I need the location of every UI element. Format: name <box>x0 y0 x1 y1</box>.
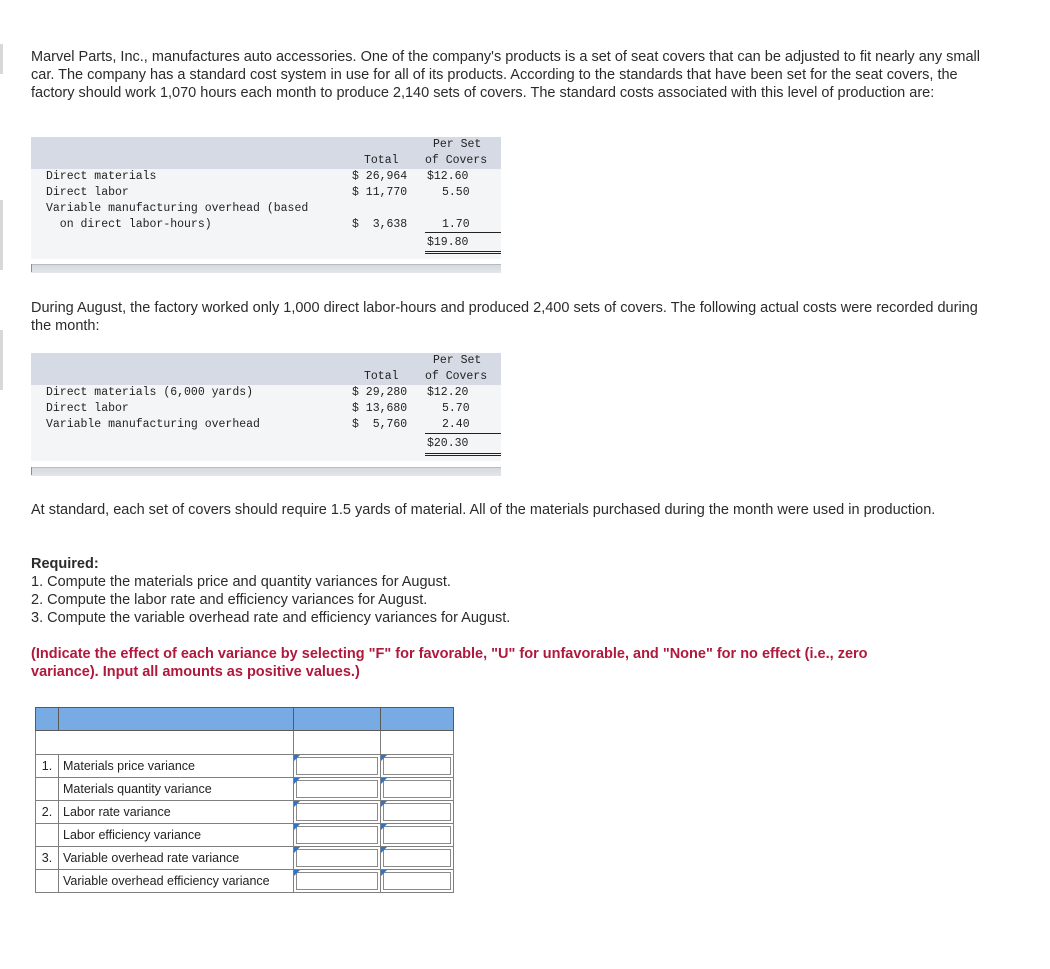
amount-input-box[interactable] <box>296 757 378 775</box>
input-flag-icon <box>294 778 300 784</box>
amount-input-box[interactable] <box>296 803 378 821</box>
row-per-set: 5.70 <box>442 402 470 415</box>
spacer-cell <box>381 731 454 755</box>
amount-input-box[interactable] <box>296 849 378 867</box>
effect-select-box[interactable] <box>383 803 451 821</box>
spacer-cell <box>294 731 381 755</box>
effect-select[interactable] <box>381 870 454 893</box>
input-flag-icon <box>294 847 300 853</box>
answer-row <box>36 778 454 801</box>
input-flag-icon <box>381 801 387 807</box>
edge-marker <box>0 44 3 74</box>
input-flag-icon <box>294 870 300 876</box>
effect-select[interactable] <box>381 778 454 801</box>
row-label: Variable manufacturing overhead <box>46 418 260 431</box>
required-title: Required: <box>31 556 99 572</box>
input-flag-icon <box>294 801 300 807</box>
header-cell <box>294 708 381 731</box>
separator-tick <box>31 264 32 272</box>
effect-select-box[interactable] <box>383 849 451 867</box>
grand-total: $20.30 <box>427 437 469 450</box>
subtotal-underline <box>425 433 501 434</box>
edge-marker <box>0 200 3 270</box>
intro-paragraph: Marvel Parts, Inc., manufactures auto accessories. One of the company's products is a set of seat covers that can be adjusted to fit nearly any small car. The company has a standard cost system in use for all of its products. According to the standards that have been set for the seat covers, the factory should work 1,070 hours each month to produce 2,140 sets of covers. The standard costs associated with this level of production are: <box>31 49 980 101</box>
effect-select-box[interactable] <box>383 826 451 844</box>
required-item-1: 1. Compute the materials price and quantity variances for August. <box>31 574 451 590</box>
required-item-3: 3. Compute the variable overhead rate and efficiency variances for August. <box>31 610 511 626</box>
row-per-set: $12.20 <box>427 386 469 399</box>
spacer-row <box>36 731 454 755</box>
row-label: Variable manufacturing overhead (based <box>46 202 309 215</box>
effect-select-box[interactable] <box>383 757 451 775</box>
row-per-set: 1.70 <box>442 218 470 231</box>
separator-tick <box>31 467 32 475</box>
double-underline <box>425 453 501 454</box>
row-total: $ 29,280 <box>352 386 408 399</box>
row-label: Direct materials <box>46 170 157 183</box>
row-label: Labor rate variance <box>59 801 294 824</box>
table-separator <box>31 264 501 273</box>
input-flag-icon <box>381 824 387 830</box>
amount-input[interactable] <box>294 870 381 893</box>
spacer-cell <box>59 731 294 755</box>
header-cell <box>59 708 294 731</box>
double-underline <box>425 455 501 456</box>
effect-select[interactable] <box>381 847 454 870</box>
amount-input[interactable] <box>294 824 381 847</box>
effect-select[interactable] <box>381 755 454 778</box>
effect-select-box[interactable] <box>383 872 451 890</box>
row-label: Materials price variance <box>59 755 294 778</box>
header-cell <box>36 708 59 731</box>
answer-row <box>36 847 454 870</box>
row-label: Materials quantity variance <box>59 778 294 801</box>
row-per-set: 2.40 <box>442 418 470 431</box>
effect-select-box[interactable] <box>383 780 451 798</box>
per-set-header: Per Set <box>433 138 482 151</box>
per-set-header-2: of Covers <box>425 370 488 383</box>
total-header: Total <box>364 370 399 383</box>
per-set-header-2: of Covers <box>425 154 488 167</box>
header-cell <box>381 708 454 731</box>
effect-select[interactable] <box>381 801 454 824</box>
row-total: $ 13,680 <box>352 402 408 415</box>
row-label: Direct materials (6,000 yards) <box>46 386 254 399</box>
amount-input[interactable] <box>294 778 381 801</box>
answer-header-row <box>36 708 454 731</box>
row-total: $ 5,760 <box>352 418 408 431</box>
double-underline <box>425 251 501 252</box>
row-number <box>36 778 59 801</box>
row-number: 3. <box>36 847 59 870</box>
effect-select[interactable] <box>381 824 454 847</box>
edge-marker <box>0 330 3 390</box>
input-flag-icon <box>381 870 387 876</box>
answer-row <box>36 870 454 893</box>
amount-input[interactable] <box>294 847 381 870</box>
row-number: 2. <box>36 801 59 824</box>
amount-input[interactable] <box>294 755 381 778</box>
row-number <box>36 824 59 847</box>
row-label: Variable overhead efficiency variance <box>59 870 294 893</box>
instruction-text: (Indicate the effect of each variance by selecting "F" for favorable, "U" for unfavorable, and "None" for no effect (i.e., zero variance). Input all amounts as positive values.) <box>31 646 868 680</box>
row-label: Direct labor <box>46 186 129 199</box>
row-label: Variable overhead rate variance <box>59 847 294 870</box>
input-flag-icon <box>381 778 387 784</box>
answer-table <box>35 707 454 893</box>
input-flag-icon <box>294 755 300 761</box>
row-total: $ 26,964 <box>352 170 408 183</box>
row-total: $ 11,770 <box>352 186 408 199</box>
table-separator <box>31 467 501 476</box>
row-per-set: $12.60 <box>427 170 469 183</box>
august-paragraph: During August, the factory worked only 1,000 direct labor-hours and produced 2,400 sets of covers. The following actual costs were recorded during the month: <box>31 300 978 334</box>
row-number <box>36 870 59 893</box>
amount-input-box[interactable] <box>296 826 378 844</box>
answer-row <box>36 755 454 778</box>
row-total: $ 3,638 <box>352 218 408 231</box>
standard-cost-table <box>31 137 501 277</box>
row-label: Direct labor <box>46 402 129 415</box>
row-label: Labor efficiency variance <box>59 824 294 847</box>
answer-row <box>36 824 454 847</box>
per-set-header: Per Set <box>433 354 482 367</box>
row-number: 1. <box>36 755 59 778</box>
required-item-2: 2. Compute the labor rate and efficiency variances for August. <box>31 592 428 608</box>
double-underline <box>425 253 501 254</box>
grand-total: $19.80 <box>427 236 469 249</box>
spacer-cell <box>36 731 59 755</box>
row-label-continued: on direct labor-hours) <box>46 218 212 231</box>
total-header: Total <box>364 154 399 167</box>
amount-input[interactable] <box>294 801 381 824</box>
input-flag-icon <box>381 847 387 853</box>
standard-paragraph: At standard, each set of covers should require 1.5 yards of material. All of the materials purchased during the month were used in production. <box>31 502 936 518</box>
amount-input-box[interactable] <box>296 872 378 890</box>
actual-cost-table <box>31 353 501 478</box>
row-per-set: 5.50 <box>442 186 470 199</box>
input-flag-icon <box>381 755 387 761</box>
answer-row <box>36 801 454 824</box>
subtotal-underline <box>425 232 501 233</box>
amount-input-box[interactable] <box>296 780 378 798</box>
input-flag-icon <box>294 824 300 830</box>
